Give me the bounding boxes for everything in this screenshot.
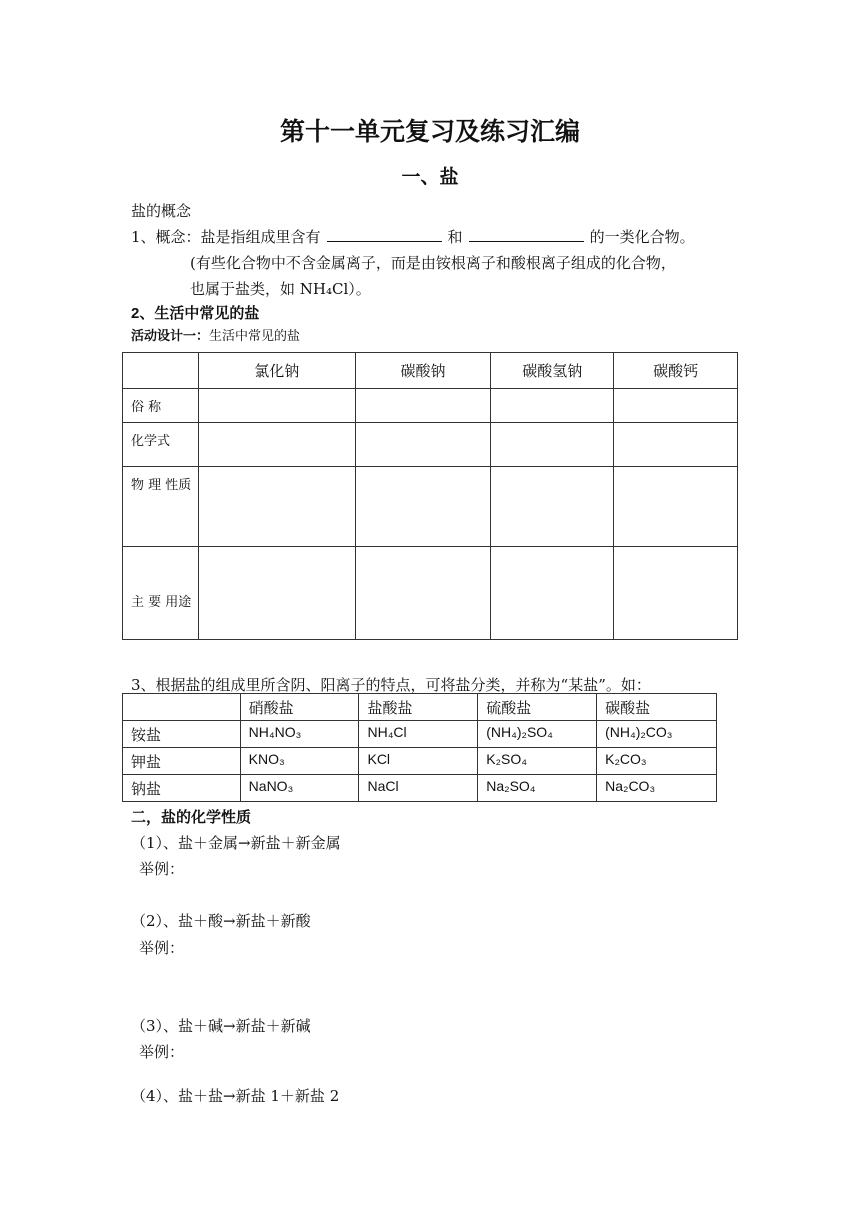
example-label: 举例：: [139, 1043, 185, 1061]
concept-heading: 盐的概念: [131, 202, 192, 220]
row-header: 俗 称: [123, 389, 199, 423]
concept-text-c: 的一类化合物。: [589, 228, 695, 246]
formula-cell: KCl: [359, 748, 478, 775]
column-header: 硝酸盐: [240, 694, 359, 721]
formula-cell: NaCl: [359, 775, 478, 802]
concept-text-a: 1、概念：盐是指组成里含有: [131, 228, 321, 246]
answer-cell[interactable]: [614, 547, 738, 640]
formula-cell: (NH₄)₂SO₄: [478, 721, 597, 748]
table-row: [123, 547, 738, 640]
column-header: 盐酸盐: [359, 694, 478, 721]
row-header: 物 理 性质: [123, 467, 199, 547]
table-row: [123, 467, 738, 547]
concept-note-line1: (有些化合物中不含金属离子，而是由铵根离子和酸根离子组成的化合物，: [190, 254, 676, 272]
row-header: 铵盐: [123, 721, 241, 748]
row-header: 化学式: [123, 423, 199, 467]
concept-text-b: 和: [447, 228, 463, 246]
table-row: [123, 389, 738, 423]
answer-cell[interactable]: [355, 547, 491, 640]
row-header: 主 要 用途: [123, 547, 199, 640]
formula-cell: KNO₃: [240, 748, 359, 775]
section-heading-properties: 二，盐的化学性质: [131, 809, 252, 826]
answer-cell[interactable]: [355, 389, 491, 423]
activity-line: [131, 325, 300, 344]
answer-cell[interactable]: [491, 547, 614, 640]
common-salts-table: [122, 352, 738, 640]
row-header: 钾盐: [123, 748, 241, 775]
answer-cell[interactable]: [491, 423, 614, 467]
table-row: [123, 748, 717, 775]
formula-cell: Na₂SO₄: [478, 775, 597, 802]
column-header: 碳酸氢钠: [491, 353, 614, 389]
answer-cell[interactable]: [355, 423, 491, 467]
table-row: [123, 721, 717, 748]
answer-cell[interactable]: [198, 389, 355, 423]
blank-field-2[interactable]: [469, 227, 584, 242]
formula-cell: (NH₄)₂CO₃: [597, 721, 717, 748]
formula-cell: K₂SO₄: [478, 748, 597, 775]
column-header: 氯化钠: [198, 353, 355, 389]
section-heading-salt: 一、盐: [401, 166, 459, 188]
answer-cell[interactable]: [491, 389, 614, 423]
classification-text: 3、根据盐的组成里所含阴、阳离子的特点，可将盐分类，并称为“某盐”。如：: [131, 676, 651, 694]
table-corner-cell: [123, 694, 241, 721]
common-salts-heading: 2、生活中常见的盐: [131, 305, 260, 322]
answer-cell[interactable]: [198, 467, 355, 547]
answer-cell[interactable]: [198, 423, 355, 467]
table-header-row: [123, 694, 717, 721]
formula-cell: K₂CO₃: [597, 748, 717, 775]
answer-cell[interactable]: [491, 467, 614, 547]
formula-cell: NH₄NO₃: [240, 721, 359, 748]
example-label: 举例：: [139, 860, 185, 878]
answer-cell[interactable]: [614, 389, 738, 423]
column-header: 硫酸盐: [478, 694, 597, 721]
answer-cell[interactable]: [198, 547, 355, 640]
property-rule: （4）、盐＋盐→新盐 1＋新盐 2: [131, 1087, 340, 1105]
answer-cell[interactable]: [614, 467, 738, 547]
table-row: [123, 423, 738, 467]
property-rule: （3）、盐＋碱→新盐＋新碱: [131, 1017, 311, 1035]
blank-field-1[interactable]: [327, 227, 442, 242]
column-header: 碳酸钙: [614, 353, 738, 389]
table-header-row: [123, 353, 738, 389]
answer-cell[interactable]: [614, 423, 738, 467]
concept-definition: [131, 226, 695, 247]
page-title: 第十一单元复习及练习汇编: [279, 117, 580, 146]
formula-cell: NaNO₃: [240, 775, 359, 802]
activity-label: 活动设计一：: [131, 329, 210, 344]
column-header: 碳酸钠: [355, 353, 491, 389]
activity-text: 生活中常见的盐: [209, 329, 301, 344]
formula-cell: NH₄Cl: [359, 721, 478, 748]
row-header: 钠盐: [123, 775, 241, 802]
formula-cell: Na₂CO₃: [597, 775, 717, 802]
property-rule: （2）、盐＋酸→新盐＋新酸: [131, 912, 311, 930]
salt-classification-table: [122, 693, 717, 802]
column-header: 碳酸盐: [597, 694, 717, 721]
example-label: 举例：: [139, 939, 185, 957]
table-corner-cell: [123, 353, 199, 389]
concept-note-line2: 也属于盐类，如 NH₄Cl）。: [190, 280, 371, 298]
answer-cell[interactable]: [355, 467, 491, 547]
table-row: [123, 775, 717, 802]
property-rule: （1）、盐＋金属→新盐＋新金属: [131, 834, 341, 852]
